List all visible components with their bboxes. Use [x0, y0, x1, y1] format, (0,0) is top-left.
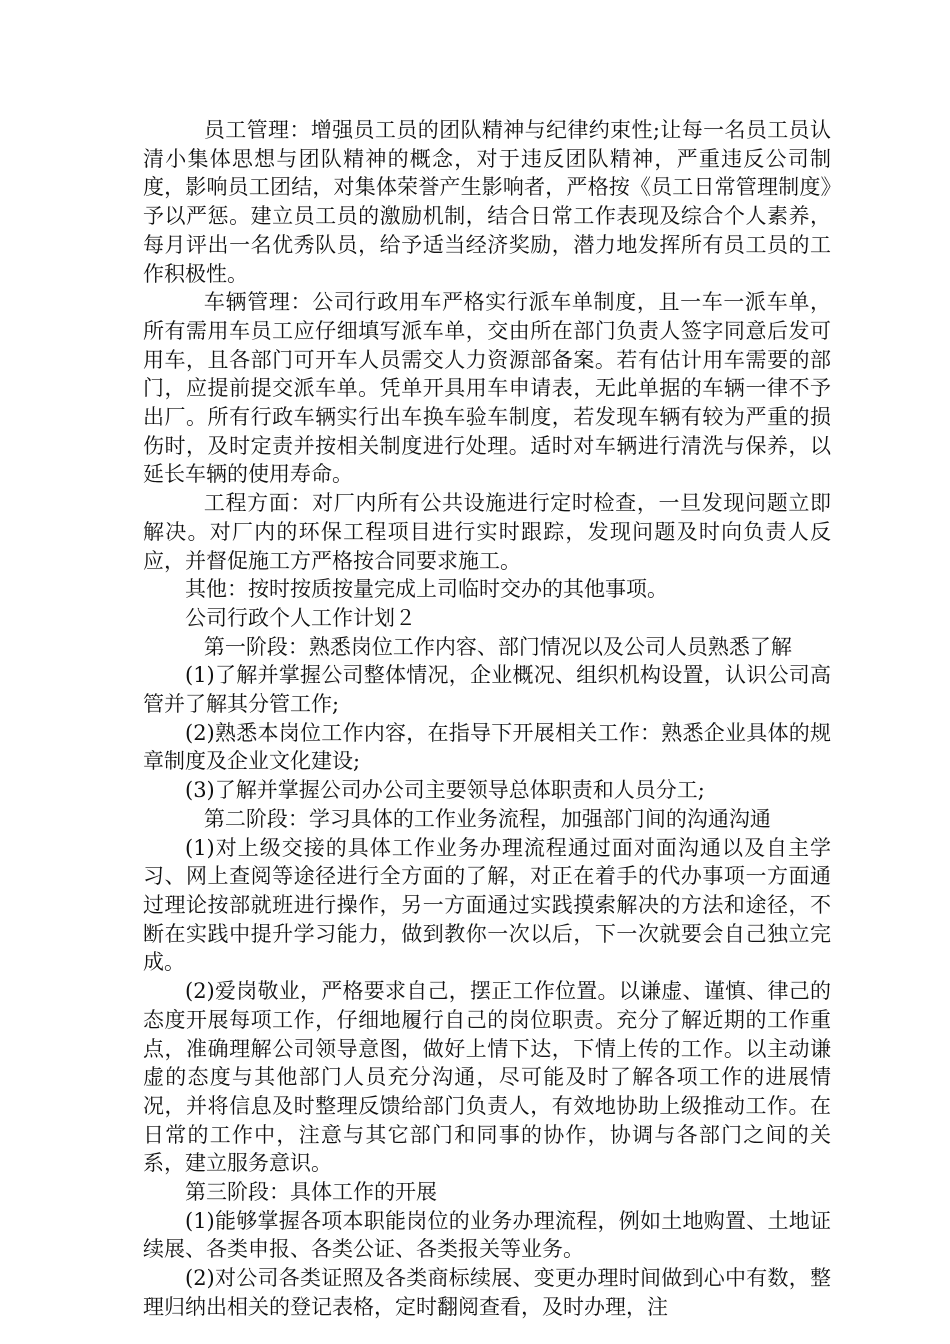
list-item-stage-two-2: (2)爱岗敬业，严格要求自己，摆正工作位置。以谦虚、谨慎、律己的态度开展每项工作，仔细地履行自己的岗位职责。充分了解近期的工作重点，准确理解公司领导意图，做好上情下达，下情上传的工作。以主动谦虚的态度与其他部门人员充分沟通，尽可能及时了解各项工作的进展情况，并将信息及时整理反馈给部门负责人，有效地协助上级推动工作。在日常的工作中，注意与其它部门和同事的协作，协调与各部门之间的关系，建立服务意识。 [143, 979, 831, 1176]
paragraph-vehicle-management: 车辆管理：公司行政用车严格实行派车单制度，且一车一派车单，所有需用车员工应仔细填写派车单，交由所在部门负责人签字同意后发可用车，且各部门可开车人员需交人力资源部备案。若有估计用车需要的部门，应提前提交派车单。凭单开具用车申请表，无此单据的车辆一律不予出厂。所有行政车辆实行出车换车验车制度，若发现车辆有较为严重的损伤时，及时定责并按相关制度进行处理。适时对车辆进行清洗与保养，以延长车辆的使用寿命。 [143, 290, 831, 487]
list-item-stage-two-1: (1)对上级交接的具体工作业务办理流程通过面对面沟通以及自主学习、网上查阅等途径进行全方面的了解，对正在着手的代办事项一方面通过理论按部就班进行操作，另一方面通过实践摸索解决的方法和途径，不断在实践中提升学习能力，做到教你一次以后，下一次就要会自己独立完成。 [143, 835, 831, 975]
paragraph-stage-three: 第三阶段：具体工作的开展 [185, 1180, 437, 1205]
list-item-stage-three-2: (2)对公司各类证照及各类商标续展、变更办理时间做到心中有数，整理归纳出相关的登记表格，定时翻阅查看，及时办理，注 [143, 1266, 831, 1319]
paragraph-stage-one: 第一阶段：熟悉岗位工作内容、部门情况以及公司人员熟悉了解 [203, 634, 792, 659]
paragraph-staff-management: 员工管理：增强员工员的团队精神与纪律约束性;让每一名员工员认清小集体思想与团队精神的概念，对于违反团队精神，严重违反公司制度，影响员工团结，对集体荣誉产生影响者，严格按《员工日常管理制度》予以严惩。建立员工员的激励机制，结合日常工作表现及综合个人素养，每月评出一名优秀队员，给予适当经济奖励，潜力地发挥所有员工员的工作积极性。 [143, 118, 831, 286]
list-item-stage-one-2: (2)熟悉本岗位工作内容，在指导下开展相关工作：熟悉企业具体的规章制度及企业文化建设; [143, 720, 831, 774]
document-body [143, 116, 831, 1322]
list-item-stage-three-1: (1)能够掌握各项本职能岗位的业务办理流程，例如土地购置、土地证续展、各类申报、各类公证、各类报关等业务。 [143, 1208, 831, 1262]
paragraph-stage-two: 第二阶段：学习具体的工作业务流程，加强部门间的沟通沟通 [203, 806, 771, 831]
paragraph-other: 其他：按时按质按量完成上司临时交办的其他事项。 [185, 577, 668, 602]
paragraph-engineering: 工程方面：对厂内所有公共设施进行定时检查，一旦发现问题立即解决。对厂内的环保工程项目进行实时跟踪，发现问题及时向负责人反应，并督促施工方严格按合同要求施工。 [143, 491, 831, 573]
list-item-stage-one-1: (1)了解并掌握公司整体情况，企业概况、组织机构设置，认识公司高管并了解其分管工作; [143, 663, 831, 717]
list-item-stage-one-3: (3)了解并掌握公司办公司主要领导总体职责和人员分工; [185, 778, 705, 803]
section-title-plan-2: 公司行政个人工作计划２ [185, 605, 416, 630]
